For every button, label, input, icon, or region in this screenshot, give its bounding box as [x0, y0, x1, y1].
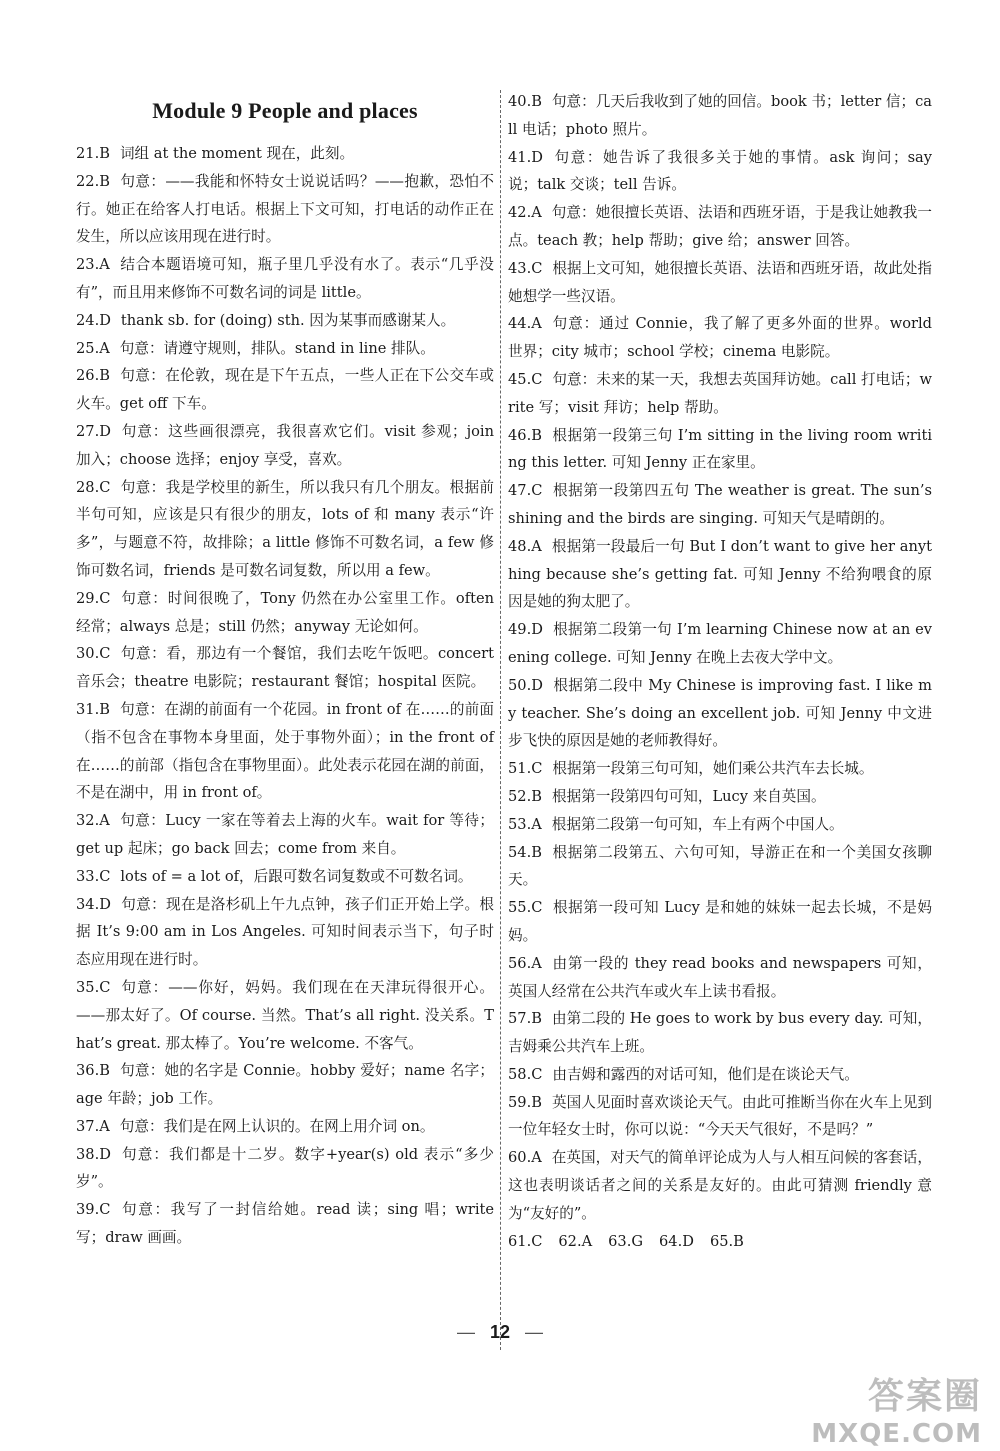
- answer-entry: [508, 1061, 932, 1089]
- answer-explanation: 在英国，对天气的简单评论成为人与人相互问候的客套话，这也表明谈话者之间的关系是友好的。由此可猜测 friendly 意为“友好的”。: [508, 1149, 932, 1222]
- answer-explanation: 根据第二段第一句 I’m learning Chinese now at an evening college. 可知 Jenny 在晚上去夜大学中文。: [508, 621, 932, 666]
- answer-entry: [508, 811, 932, 839]
- answer-explanation: 根据第一段可知 Lucy 是和她的妹妹一起去长城，不是妈妈。: [508, 899, 932, 944]
- answer-number: 30.C: [76, 645, 111, 663]
- answer-number: 39.C: [76, 1201, 111, 1219]
- answer-number: 29.C: [76, 589, 111, 607]
- answer-explanation: 句意：在伦敦，现在是下午五点，一些人正在下公交车或火车。get off 下车。: [76, 367, 494, 413]
- answer-number: 22.B: [76, 172, 110, 190]
- answer-number: 36.B: [76, 1062, 110, 1080]
- answer-entry: [508, 755, 932, 783]
- answer-explanation: 句意：未来的某一天，我想去英国拜访她。call 打电话；write 写；visit 拜访；help 帮助。: [508, 370, 932, 416]
- short-answer: 61.C: [508, 1232, 543, 1250]
- answer-number: 28.C: [76, 478, 111, 496]
- answer-explanation: 根据第一段第四句可知，Lucy 来自英国。: [551, 787, 826, 805]
- answer-number: 42.A: [508, 204, 542, 222]
- answer-entry: [76, 696, 494, 807]
- answer-entry: [508, 672, 932, 755]
- footer-dash-left: —: [456, 1322, 475, 1342]
- answer-number: 32.A: [76, 812, 110, 830]
- answer-number: 54.B: [508, 843, 542, 861]
- answer-entry: [76, 418, 494, 474]
- answer-number: 47.C: [508, 482, 543, 500]
- answer-number: 57.B: [508, 1010, 542, 1028]
- answer-entry: [76, 335, 494, 363]
- answer-explanation: 根据上文可知，她很擅长英语、法语和西班牙语，故此处指她想学一些汉语。: [508, 259, 932, 305]
- answer-entry: [76, 1141, 494, 1197]
- answer-entry: [508, 1005, 932, 1061]
- short-answer: 63.G: [608, 1232, 644, 1250]
- answer-number: 48.A: [508, 537, 542, 555]
- answer-entry: [76, 1113, 494, 1141]
- answer-entry: [508, 422, 932, 478]
- answer-explanation: 句意：这些画很漂亮，我很喜欢它们。visit 参观；join 加入；choose 选择；enjoy 享受，喜欢。: [76, 422, 494, 468]
- answer-explanation: 句意：时间很晚了，Tony 仍然在办公室里工作。often 经常；always 总是；still 仍然；anyway 无论如何。: [76, 589, 494, 635]
- answer-number: 35.C: [76, 978, 111, 996]
- answer-explanation: 句意：请遵守规则，排队。stand in line 排队。: [119, 339, 435, 357]
- answer-explanation: 根据第一段第三句可知，她们乘公共汽车去长城。: [552, 760, 874, 778]
- answer-explanation: 句意：她很擅长英语、法语和西班牙语，于是我让她教我一点。teach 教；help 帮助；give 给；answer 回答。: [508, 204, 932, 249]
- answer-explanation: thank sb. for (doing) sth. 因为某事而感谢某人。: [120, 311, 456, 329]
- answer-number: 56.A: [508, 954, 542, 972]
- watermark-logo: [811, 1368, 982, 1449]
- answer-number: 27.D: [76, 422, 111, 440]
- answer-entry: [76, 585, 494, 641]
- answer-number: 59.B: [508, 1093, 542, 1111]
- answer-entry: [508, 477, 932, 533]
- answer-number: 44.A: [508, 315, 542, 333]
- answer-number: 58.C: [508, 1065, 543, 1083]
- answer-number: 21.B: [76, 145, 110, 162]
- answer-number: 50.D: [508, 676, 543, 694]
- answer-entry: [76, 1196, 494, 1252]
- answer-entry: [508, 783, 932, 811]
- answer-explanation: 根据第一段第三句 I’m sitting in the living room writing this letter. 可知 Jenny 正在家里。: [508, 426, 932, 472]
- page-title: Module 9 People and places: [152, 98, 418, 123]
- answer-explanation: 句意：我们都是十二岁。数字+year(s) old 表示“多少岁”。: [76, 1145, 494, 1191]
- answer-entry: [76, 863, 494, 891]
- page-footer: [0, 1322, 1000, 1343]
- answer-number: 43.C: [508, 259, 543, 277]
- watermark-en: MXQE.COM: [811, 1419, 982, 1449]
- page-number: 12: [489, 1322, 511, 1342]
- left-column: [76, 88, 494, 1252]
- answer-explanation: 由吉姆和露西的对话可知，他们是在谈论天气。: [552, 1065, 859, 1083]
- right-column: [508, 88, 932, 1255]
- answer-number: 55.C: [508, 899, 543, 917]
- answer-number: 26.B: [76, 367, 110, 385]
- answer-entry: [508, 839, 932, 895]
- answer-explanation: 句意：我是学校里的新生，所以我只有几个朋友。根据前半句可知，应该是只有很少的朋友，lots of 和 many 表示“许多”，与题意不符，故排除；a little 修饰不可数名词，a few 修饰可数名词，friends 是可数名词复数，所以用 a few。: [76, 478, 494, 579]
- answer-explanation: 句意：她的名字是 Connie。hobby 爱好；name 名字；age 年龄；job 工作。: [76, 1062, 494, 1108]
- answer-entry: [508, 1144, 932, 1227]
- answer-explanation: 词组 at the moment 现在，此刻。: [119, 145, 355, 162]
- answer-entry: [76, 807, 494, 863]
- answer-entry: [508, 950, 932, 1006]
- answer-explanation: 由第一段的 they read books and newspapers 可知，英国人经常在公共汽车或火车上读书看报。: [508, 954, 932, 1000]
- answer-number: 38.D: [76, 1145, 111, 1163]
- answer-entry: [76, 891, 494, 974]
- short-answers-line: [508, 1228, 932, 1256]
- answer-number: 41.D: [508, 148, 543, 166]
- answer-number: 53.A: [508, 815, 542, 833]
- answer-entry: [76, 474, 494, 585]
- watermark-cn: 答案圈: [867, 1376, 982, 1417]
- answer-number: 49.D: [508, 621, 543, 639]
- answer-explanation: 句意：看，那边有一个餐馆，我们去吃午饭吧。concert 音乐会；theatre 电影院；restaurant 餐馆；hospital 医院。: [76, 645, 494, 691]
- answer-number: 34.D: [76, 895, 111, 913]
- answer-number: 25.A: [76, 339, 110, 357]
- answer-explanation: 根据第一段最后一句 But I don’t want to give her anything because she’s getting fat. 可知 Jenny 不给狗喂食的原因是她的狗太肥了。: [508, 537, 932, 611]
- answer-explanation: 句意：现在是洛杉矶上午九点钟，孩子们正开始上学。根据 It’s 9:00 am in Los Angeles. 可知时间表示当下，句子时态应用现在进行时。: [76, 895, 494, 969]
- answer-explanation: 句意：几天后我收到了她的回信。book 书；letter 信；call 电话；photo 照片。: [508, 93, 932, 138]
- answer-explanation: 句意：我写了一封信给她。read 读；sing 唱；write 写；draw 画画。: [76, 1201, 494, 1247]
- answer-explanation: 由第二段的 He goes to work by bus every day. 可知，吉姆乘公共汽车上班。: [508, 1010, 932, 1056]
- answer-entry: [76, 140, 494, 168]
- answer-entry: [508, 199, 932, 255]
- right-answer-list: [508, 88, 932, 1228]
- answer-explanation: 根据第一段第四五句 The weather is great. The sun’s shining and the birds are singing. 可知天气是晴朗的。: [508, 482, 932, 527]
- answer-entry: [76, 251, 494, 307]
- answer-entry: [508, 144, 932, 200]
- answer-entry: [508, 366, 932, 422]
- answer-entry: [76, 974, 494, 1057]
- answer-number: 51.C: [508, 760, 543, 778]
- answer-explanation: 句意：在湖的前面有一个花园。in front of 在……的前面（指不包含在事物本身里面，处于事物外面）；in the front of 在……的前部（指包含在事物里面）。此处表示花园在湖的前面，不是在湖中，用 in front of。: [76, 700, 494, 802]
- short-answer: 62.A: [558, 1232, 593, 1250]
- answer-entry: [76, 362, 494, 418]
- answer-entry: [508, 88, 932, 144]
- answer-entry: [76, 1057, 494, 1113]
- answer-number: 45.C: [508, 370, 543, 388]
- answer-explanation: 句意：我们是在网上认识的。在网上用介词 on。: [119, 1117, 435, 1135]
- answer-entry: [508, 1089, 932, 1145]
- answer-entry: [76, 640, 494, 696]
- left-answer-list: [76, 140, 494, 1252]
- answer-number: 46.B: [508, 426, 542, 444]
- answer-explanation: 句意：——我能和怀特女士说说话吗？——抱歉，恐怕不行。她正在给客人打电话。根据上下文可知，打电话的动作正在发生，所以应该用现在进行时。: [76, 172, 494, 246]
- answer-explanation: 句意：Lucy 一家在等着去上海的火车。wait for 等待；get up 起床；go back 回去；come from 来自。: [76, 812, 494, 857]
- answer-number: 60.A: [508, 1149, 542, 1167]
- answer-explanation: 根据第二段第一句可知，车上有两个中国人。: [551, 815, 844, 833]
- answer-entry: [508, 894, 932, 950]
- answer-entry: [508, 255, 932, 311]
- answer-entry: [508, 616, 932, 672]
- short-answer: 64.D: [659, 1232, 694, 1250]
- answer-explanation: 句意：通过 Connie，我了解了更多外面的世界。world 世界；city 城市；school 学校；cinema 电影院。: [508, 315, 932, 361]
- answer-entry: [508, 310, 932, 366]
- answer-number: 33.C: [76, 867, 111, 885]
- column-divider: [500, 90, 501, 1350]
- answer-entry: [76, 307, 494, 335]
- answer-number: 52.B: [508, 787, 542, 805]
- answer-explanation: 句意：她告诉了我很多关于她的事情。ask 询问；say 说；talk 交谈；tell 告诉。: [508, 148, 932, 194]
- answer-explanation: 根据第二段第五、六句可知，导游正在和一个美国女孩聊天。: [508, 843, 932, 889]
- short-answer: 65.B: [709, 1232, 744, 1250]
- answer-explanation: 结合本题语境可知，瓶子里几乎没有水了。表示“几乎没有”，而且用来修饰不可数名词的词是 little。: [76, 256, 494, 301]
- answer-number: 23.A: [76, 256, 110, 274]
- answer-number: 24.D: [76, 311, 111, 329]
- answer-explanation: 英国人见面时喜欢谈论天气。由此可推断当你在火车上见到一位年轻女士时，你可以说：“今天天气很好，不是吗？”: [508, 1093, 932, 1139]
- answer-explanation: 句意：——你好，妈妈。我们现在在天津玩得很开心。——那太好了。Of course. 当然。That’s all right. 没关系。That’s great. 那太棒了。You’re welcome. 不客气。: [76, 978, 494, 1052]
- footer-dash-right: —: [525, 1322, 544, 1342]
- answer-number: 31.B: [76, 700, 110, 718]
- answer-explanation: lots of = a lot of，后跟可数名词复数或不可数名词。: [120, 867, 473, 885]
- answer-number: 37.A: [76, 1117, 110, 1135]
- answer-explanation: 根据第二段中 My Chinese is improving fast. I like my teacher. She’s doing an excellent job. 可知 Jenny 中文进步飞快的原因是她的老师教得好。: [508, 676, 932, 750]
- answer-entry: [76, 168, 494, 251]
- answer-number: 40.B: [508, 93, 542, 110]
- answer-entry: [508, 533, 932, 616]
